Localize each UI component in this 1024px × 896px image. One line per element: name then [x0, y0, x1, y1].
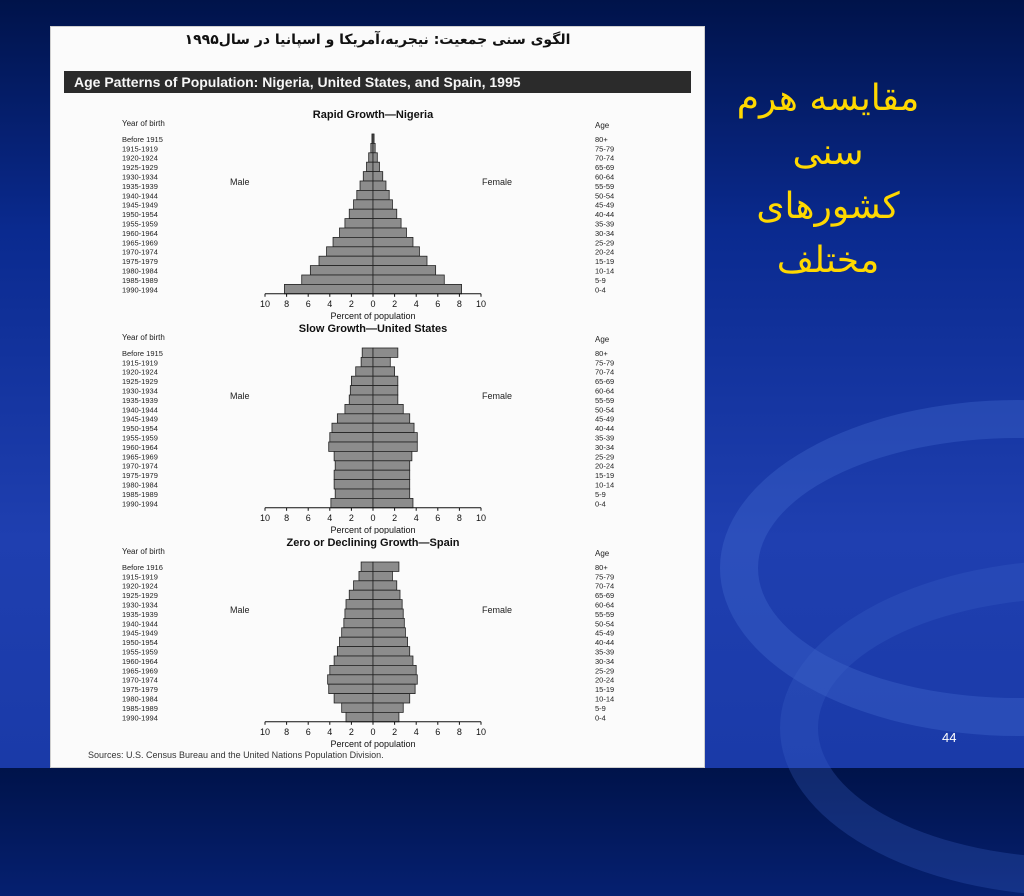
female-bar [373, 433, 417, 442]
x-tick-label: 6 [305, 726, 311, 737]
age-group-label: 5-9 [595, 275, 606, 285]
male-bar [329, 442, 373, 451]
female-bar [373, 143, 375, 152]
birth-year-label: 1940-1944 [122, 191, 158, 201]
right-axis-label: Age [595, 549, 610, 558]
x-tick-label: 0 [370, 512, 376, 523]
pyramid-nigeria [50, 104, 705, 334]
female-bar [373, 153, 377, 162]
female-bar [373, 656, 413, 665]
age-group-label: 80+ [595, 348, 608, 358]
x-tick-label: 0 [370, 726, 376, 737]
x-tick-label: 6 [435, 298, 441, 309]
male-side-label: Male [230, 605, 250, 616]
x-axis-label: Percent of population [330, 738, 416, 749]
age-group-label: 65-69 [595, 377, 615, 387]
male-bar [328, 675, 373, 684]
age-group-label: 45-49 [595, 200, 615, 210]
birth-year-label: 1930-1934 [122, 386, 158, 396]
female-bar [373, 665, 416, 674]
age-group-label: 50-54 [595, 405, 615, 415]
male-bar [342, 703, 373, 712]
x-tick-label: 2 [392, 726, 398, 737]
birth-year-label: 1980-1984 [122, 480, 158, 490]
female-bar [373, 703, 403, 712]
birth-year-label: 1940-1944 [122, 619, 158, 629]
male-bar [331, 498, 373, 507]
figure-main-title: Age Patterns of Population: Nigeria, United States, and Spain, 1995 [64, 71, 691, 93]
age-group-label: 40-44 [595, 210, 615, 220]
male-bar [362, 348, 373, 357]
left-axis-label: Year of birth [122, 547, 165, 556]
birth-year-label: 1950-1954 [122, 638, 158, 648]
birth-year-label: 1935-1939 [122, 609, 158, 619]
age-group-label: 70-74 [595, 153, 615, 163]
birth-year-label: 1980-1984 [122, 266, 158, 276]
age-group-label: 15-19 [595, 471, 615, 481]
male-bar [363, 172, 373, 181]
birth-year-label: 1925-1929 [122, 163, 158, 173]
male-bar [359, 571, 373, 580]
birth-year-label: 1920-1924 [122, 153, 158, 163]
female-side-label: Female [482, 605, 513, 616]
female-bar [373, 209, 397, 218]
birth-year-label: 1990-1994 [122, 285, 158, 295]
female-bar [373, 376, 398, 385]
birth-year-label: 1950-1954 [122, 210, 158, 220]
x-tick-label: 2 [348, 512, 354, 523]
birth-year-label: 1925-1929 [122, 377, 158, 387]
figure-sources: Sources: U.S. Census Bureau and the United Nations Population Division. [88, 750, 384, 760]
age-group-label: 20-24 [595, 461, 615, 471]
age-group-label: 15-19 [595, 685, 615, 695]
x-tick-label: 4 [413, 726, 419, 737]
age-group-label: 10-14 [595, 694, 615, 704]
male-bar [340, 637, 373, 646]
birth-year-label: 1965-1969 [122, 238, 158, 248]
female-bar [373, 256, 427, 265]
female-bar [373, 228, 406, 237]
age-group-label: 35-39 [595, 647, 615, 657]
birth-year-label: 1985-1989 [122, 489, 158, 499]
x-tick-label: 2 [392, 298, 398, 309]
x-tick-label: 4 [413, 298, 419, 309]
female-bar [373, 451, 412, 460]
female-bar [373, 237, 413, 246]
age-group-label: 50-54 [595, 619, 615, 629]
birth-year-label: 1960-1964 [122, 442, 158, 452]
male-bar [345, 609, 373, 618]
female-bar [373, 395, 398, 404]
slide-title [718, 72, 938, 288]
age-group-label: 0-4 [595, 285, 606, 295]
age-group-label: 10-14 [595, 266, 615, 276]
female-bar [373, 609, 403, 618]
slide-title-line: مقایسه هرم [736, 78, 920, 119]
age-group-label: 55-59 [595, 181, 615, 191]
male-bar [284, 284, 373, 293]
birth-year-label: 1960-1964 [122, 656, 158, 666]
age-group-label: 55-59 [595, 395, 615, 405]
age-group-label: 70-74 [595, 581, 615, 591]
male-bar [319, 256, 373, 265]
male-bar [327, 247, 373, 256]
female-bar [373, 684, 415, 693]
male-side-label: Male [230, 177, 250, 188]
slide-title-line: مختلف [776, 240, 880, 281]
x-tick-label: 6 [305, 298, 311, 309]
female-bar [373, 581, 397, 590]
female-bar [373, 712, 399, 721]
x-tick-label: 4 [327, 298, 333, 309]
slide-title-line: سنی [792, 132, 864, 173]
x-tick-label: 8 [456, 512, 462, 523]
male-bar [332, 423, 373, 432]
birth-year-label: 1915-1919 [122, 358, 158, 368]
birth-year-label: 1990-1994 [122, 499, 158, 509]
male-bar [361, 562, 373, 571]
birth-year-label: 1960-1964 [122, 228, 158, 238]
female-bar [373, 348, 398, 357]
male-bar [350, 386, 373, 395]
right-axis-label: Age [595, 335, 610, 344]
birth-year-label: 1920-1924 [122, 581, 158, 591]
male-bar [346, 600, 373, 609]
male-bar [310, 266, 373, 275]
age-group-label: 60-64 [595, 386, 615, 396]
birth-year-label: 1965-1969 [122, 452, 158, 462]
birth-year-label: 1955-1959 [122, 433, 158, 443]
x-tick-label: 4 [413, 512, 419, 523]
male-bar [349, 209, 373, 218]
female-bar [373, 134, 374, 143]
age-group-label: 65-69 [595, 163, 615, 173]
birth-year-label: 1955-1959 [122, 647, 158, 657]
birth-year-label: 1950-1954 [122, 424, 158, 434]
age-group-label: 80+ [595, 134, 608, 144]
female-bar [373, 284, 462, 293]
male-bar [334, 694, 373, 703]
x-axis-label: Percent of population [330, 310, 416, 321]
age-group-label: 25-29 [595, 238, 615, 248]
birth-year-label: 1945-1949 [122, 628, 158, 638]
female-bar [373, 266, 436, 275]
age-group-label: 0-4 [595, 499, 606, 509]
x-tick-label: 6 [435, 726, 441, 737]
birth-year-label: 1970-1974 [122, 247, 158, 257]
x-tick-label: 10 [259, 298, 271, 309]
birth-year-label: 1975-1979 [122, 257, 158, 267]
male-bar [351, 376, 373, 385]
age-group-label: 55-59 [595, 609, 615, 619]
age-group-label: 25-29 [595, 666, 615, 676]
male-bar [349, 590, 373, 599]
pyramid-spain [50, 534, 705, 749]
female-bar [373, 404, 403, 413]
male-bar [337, 647, 373, 656]
x-tick-label: 8 [284, 298, 290, 309]
birth-year-label: 1930-1934 [122, 172, 158, 182]
left-axis-label: Year of birth [122, 333, 165, 342]
chart-title: Zero or Declining Growth—Spain [286, 537, 460, 549]
male-bar [344, 618, 373, 627]
birth-year-label: 1985-1989 [122, 275, 158, 285]
male-bar [333, 237, 373, 246]
age-group-label: 60-64 [595, 172, 615, 182]
male-bar [334, 451, 373, 460]
female-bar [373, 470, 410, 479]
age-group-label: 40-44 [595, 638, 615, 648]
age-group-label: 20-24 [595, 247, 615, 257]
age-group-label: 65-69 [595, 591, 615, 601]
pyramid-united-states [50, 324, 705, 534]
male-bar [334, 656, 373, 665]
x-tick-label: 8 [456, 298, 462, 309]
age-group-label: 20-24 [595, 675, 615, 685]
birth-year-label: 1955-1959 [122, 219, 158, 229]
male-bar [345, 404, 373, 413]
female-bar [373, 461, 410, 470]
male-bar [330, 665, 373, 674]
female-bar [373, 675, 417, 684]
population-pyramid-figure [50, 26, 705, 768]
age-group-label: 15-19 [595, 257, 615, 267]
female-bar [373, 357, 390, 366]
birth-year-label: 1980-1984 [122, 694, 158, 704]
male-bar [334, 470, 373, 479]
female-bar [373, 172, 383, 181]
birth-year-label: 1945-1949 [122, 200, 158, 210]
male-side-label: Male [230, 391, 250, 402]
x-axis-label: Percent of population [330, 524, 416, 534]
female-bar [373, 647, 410, 656]
birth-year-label: 1915-1919 [122, 144, 158, 154]
female-bar [373, 423, 414, 432]
birth-year-label: Before 1916 [122, 562, 163, 572]
male-bar [357, 190, 373, 199]
figure-persian-header: الگوی سنی جمعیت: نیجریه،آمریکا و اسپانیا در سال۱۹۹۵ [184, 32, 571, 48]
x-tick-label: 4 [327, 726, 333, 737]
birth-year-label: 1965-1969 [122, 666, 158, 676]
male-bar [330, 433, 373, 442]
birth-year-label: 1990-1994 [122, 713, 158, 723]
age-group-label: 5-9 [595, 703, 606, 713]
male-bar [334, 480, 373, 489]
age-group-label: 35-39 [595, 219, 615, 229]
female-bar [373, 590, 400, 599]
left-axis-label: Year of birth [122, 119, 165, 128]
x-tick-label: 10 [475, 726, 487, 737]
birth-year-label: 1975-1979 [122, 471, 158, 481]
female-bar [373, 562, 399, 571]
x-tick-label: 10 [475, 512, 487, 523]
age-group-label: 45-49 [595, 414, 615, 424]
female-bar [373, 200, 392, 209]
female-bar [373, 367, 395, 376]
female-bar [373, 637, 408, 646]
birth-year-label: Before 1915 [122, 348, 163, 358]
female-bar [373, 498, 413, 507]
male-bar [302, 275, 373, 284]
age-group-label: 70-74 [595, 367, 615, 377]
female-bar [373, 571, 392, 580]
male-bar [346, 712, 373, 721]
age-group-label: 45-49 [595, 628, 615, 638]
birth-year-label: 1940-1944 [122, 405, 158, 415]
male-bar [354, 200, 373, 209]
female-bar [373, 181, 386, 190]
chart-title: Rapid Growth—Nigeria [312, 109, 434, 121]
x-tick-label: 6 [305, 512, 311, 523]
female-bar [373, 414, 410, 423]
male-bar [361, 357, 373, 366]
birth-year-label: 1915-1919 [122, 572, 158, 582]
birth-year-label: 1970-1974 [122, 675, 158, 685]
age-group-label: 30-34 [595, 228, 615, 238]
x-tick-label: 10 [259, 512, 271, 523]
female-side-label: Female [482, 391, 513, 402]
x-tick-label: 2 [392, 512, 398, 523]
age-group-label: 30-34 [595, 442, 615, 452]
birth-year-label: 1985-1989 [122, 703, 158, 713]
female-bar [373, 489, 410, 498]
male-bar [360, 181, 373, 190]
male-bar [340, 228, 373, 237]
age-group-label: 75-79 [595, 572, 615, 582]
birth-year-label: 1925-1929 [122, 591, 158, 601]
x-tick-label: 8 [456, 726, 462, 737]
age-group-label: 60-64 [595, 600, 615, 610]
male-bar [337, 414, 373, 423]
age-group-label: 75-79 [595, 358, 615, 368]
female-bar [373, 162, 379, 171]
male-bar [335, 489, 373, 498]
female-bar [373, 275, 444, 284]
birth-year-label: 1930-1934 [122, 600, 158, 610]
male-bar [356, 367, 373, 376]
female-bar [373, 480, 410, 489]
age-group-label: 25-29 [595, 452, 615, 462]
age-group-label: 10-14 [595, 480, 615, 490]
age-group-label: 75-79 [595, 144, 615, 154]
x-tick-label: 10 [475, 298, 487, 309]
age-group-label: 50-54 [595, 191, 615, 201]
birth-year-label: 1975-1979 [122, 685, 158, 695]
x-tick-label: 6 [435, 512, 441, 523]
female-bar [373, 442, 417, 451]
male-bar [342, 628, 373, 637]
birth-year-label: 1935-1939 [122, 395, 158, 405]
birth-year-label: 1935-1939 [122, 181, 158, 191]
slide-title-line: کشورهای [756, 186, 900, 227]
x-tick-label: 10 [259, 726, 271, 737]
female-bar [373, 247, 419, 256]
male-bar [345, 219, 373, 228]
right-axis-label: Age [595, 121, 610, 130]
chart-title: Slow Growth—United States [298, 324, 448, 335]
female-bar [373, 600, 402, 609]
age-group-label: 30-34 [595, 656, 615, 666]
male-bar [335, 461, 373, 470]
age-group-label: 40-44 [595, 424, 615, 434]
male-bar [367, 162, 373, 171]
male-bar [329, 684, 373, 693]
x-tick-label: 4 [327, 512, 333, 523]
page-number: 44 [942, 730, 957, 745]
female-bar [373, 386, 398, 395]
x-tick-label: 0 [370, 298, 376, 309]
birth-year-label: 1920-1924 [122, 367, 158, 377]
male-bar [369, 153, 373, 162]
age-group-label: 5-9 [595, 489, 606, 499]
age-group-label: 80+ [595, 562, 608, 572]
x-tick-label: 8 [284, 512, 290, 523]
x-tick-label: 8 [284, 726, 290, 737]
female-bar [373, 628, 405, 637]
birth-year-label: 1970-1974 [122, 461, 158, 471]
age-group-label: 35-39 [595, 433, 615, 443]
male-bar [349, 395, 373, 404]
x-tick-label: 2 [348, 298, 354, 309]
female-bar [373, 694, 410, 703]
female-bar [373, 219, 401, 228]
age-group-label: 0-4 [595, 713, 606, 723]
female-side-label: Female [482, 177, 513, 188]
birth-year-label: 1945-1949 [122, 414, 158, 424]
male-bar [354, 581, 373, 590]
birth-year-label: Before 1915 [122, 134, 163, 144]
female-bar [373, 618, 404, 627]
x-tick-label: 2 [348, 726, 354, 737]
female-bar [373, 190, 389, 199]
